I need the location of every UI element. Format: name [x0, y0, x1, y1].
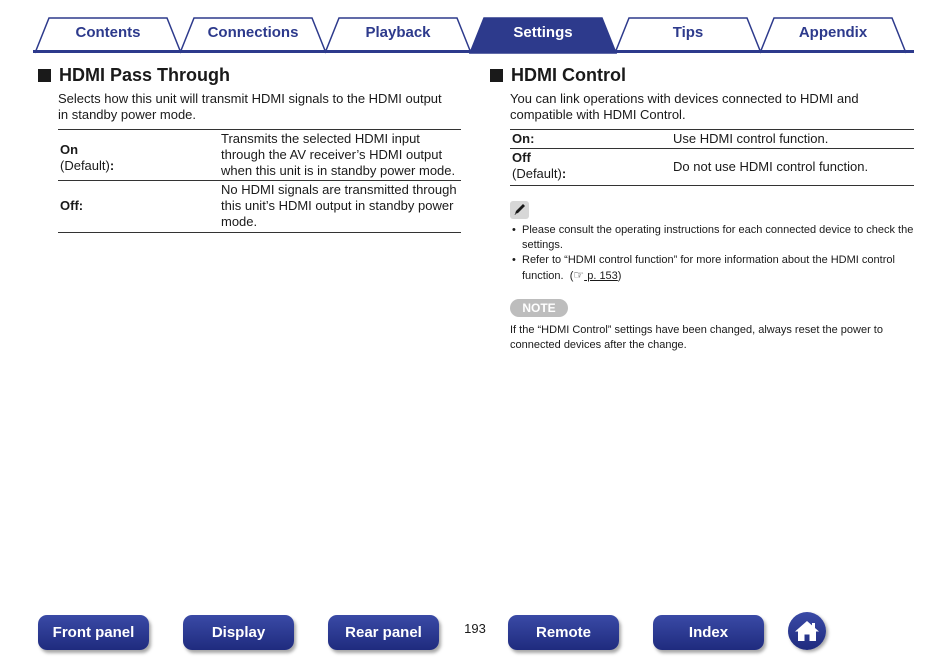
note-badge: NOTE [510, 299, 568, 317]
ref-close-paren: ) [617, 269, 622, 282]
option-name-cell [510, 130, 671, 149]
section-heading [490, 62, 915, 88]
tab-settings[interactable] [470, 17, 616, 53]
section-description: Selects how this unit will transmit HDMI signals to the HDMI output in standby power mode. [58, 91, 442, 122]
tab-underline [33, 50, 914, 53]
tab-tips[interactable] [615, 17, 761, 53]
option-colon: : [78, 198, 84, 213]
option-name: On [512, 131, 531, 146]
option-default: (Default) [512, 166, 562, 181]
ref-open-paren: ( [569, 269, 574, 282]
table-row [510, 149, 914, 186]
note-text: If the “HDMI Control” settings have been changed, always reset the power to connected devices after the change. [510, 324, 883, 351]
option-default: (Default) [60, 157, 110, 173]
table-row [510, 130, 914, 149]
section-hdmi-pass-through [38, 62, 457, 233]
tab-contents[interactable] [35, 17, 181, 53]
list-item [510, 223, 915, 252]
home-icon [794, 619, 820, 643]
tab-label: Tips [672, 23, 704, 41]
option-colon: : [109, 157, 115, 173]
tip-text: Refer to “HDMI control function” for more information about the HDMI control function. [522, 254, 895, 282]
page-reference: p. 153 [584, 269, 618, 282]
pointing-hand-icon: ☞ [573, 267, 585, 282]
heading-square-icon [38, 69, 51, 82]
options-table [58, 129, 461, 233]
tab-playback[interactable] [325, 17, 471, 53]
remote-button[interactable]: Remote [508, 615, 619, 650]
option-name-cell [58, 181, 219, 233]
section-hdmi-control [490, 62, 915, 352]
tab-label: Connections [207, 23, 299, 41]
page-number: 193 [464, 621, 486, 636]
option-name: On [60, 141, 79, 157]
table-row [58, 181, 461, 233]
index-button[interactable]: Index [653, 615, 764, 650]
heading-square-icon [490, 69, 503, 82]
option-description: Do not use HDMI control function. [673, 159, 869, 174]
tab-label: Settings [513, 23, 573, 41]
page-reference-link[interactable] [567, 267, 622, 282]
rear-panel-button[interactable]: Rear panel [328, 615, 439, 650]
option-colon: : [561, 166, 567, 181]
front-panel-button[interactable]: Front panel [38, 615, 149, 650]
tip-text: Please consult the operating instructions for each connected device to check the settings. [522, 224, 914, 251]
option-name: Off [512, 150, 531, 165]
pencil-icon [510, 201, 529, 219]
tab-appendix[interactable] [760, 17, 906, 53]
section-title: HDMI Pass Through [59, 64, 231, 85]
section-description: You can link operations with devices connected to HDMI and compatible with HDMI Control. [510, 91, 859, 122]
option-name-cell [510, 149, 671, 186]
option-description: No HDMI signals are transmitted through this unit’s HDMI output in standby power mode. [221, 182, 457, 229]
tab-label: Appendix [798, 23, 868, 41]
section-heading [38, 62, 443, 88]
home-button[interactable] [788, 612, 826, 650]
option-colon: : [530, 131, 535, 146]
tab-label: Contents [75, 23, 141, 41]
tab-connections[interactable] [180, 17, 326, 53]
display-button[interactable]: Display [183, 615, 294, 650]
tab-bar [0, 0, 950, 56]
option-description: Use HDMI control function. [673, 131, 829, 146]
options-table [510, 129, 914, 186]
tips-list [510, 223, 915, 283]
section-title: HDMI Control [511, 64, 626, 85]
option-description: Transmits the selected HDMI input through the AV receiver’s HDMI output when this unit is in standby power mode. [221, 131, 456, 178]
table-row [58, 130, 461, 181]
option-name-cell [58, 130, 219, 181]
tab-label: Playback [365, 23, 431, 41]
option-name: Off [60, 198, 79, 213]
list-item [510, 253, 915, 283]
